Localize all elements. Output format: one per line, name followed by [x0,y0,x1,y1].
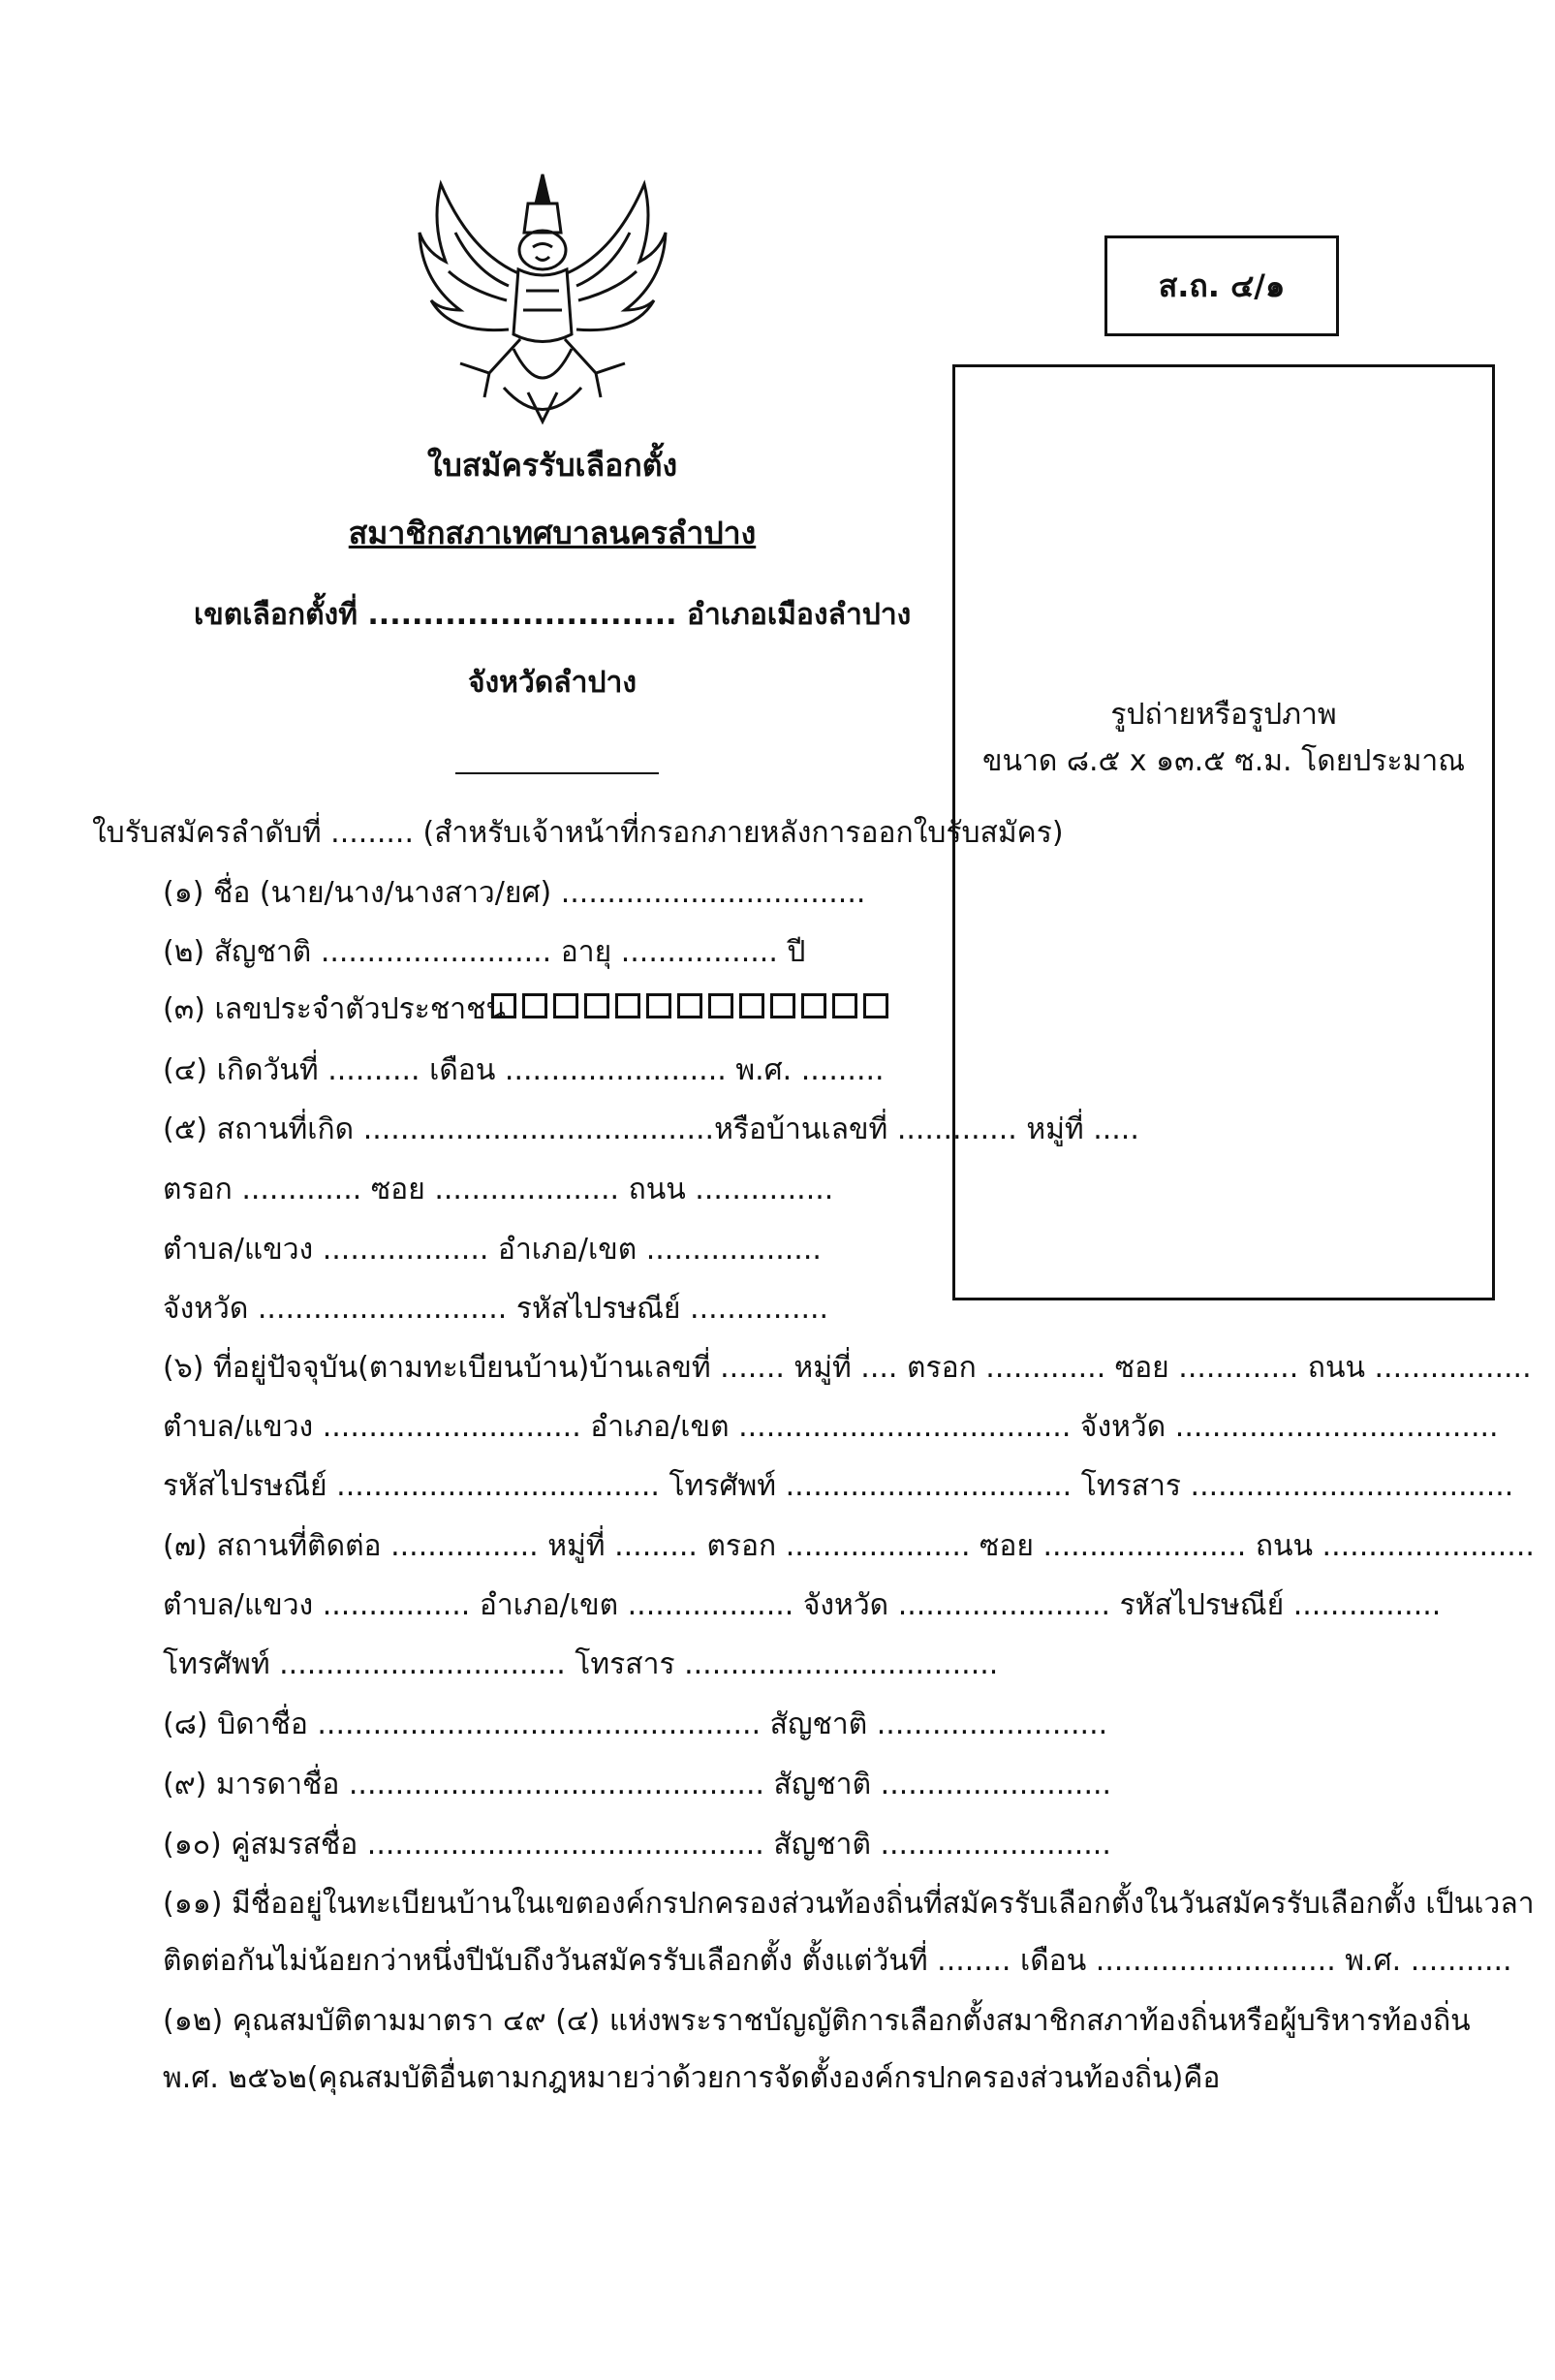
photo-size-note: ขนาด ๘.๕ x ๑๓.๕ ซ.ม. โดยประมาณ [981,744,1466,778]
field-birthplace-road: ตรอก ............. ซอย .................... ถนน ............... [163,1173,834,1206]
citizen-id-digit-box [770,993,795,1018]
field-name: (๑) ชื่อ (นาย/นาง/นางสาว/ยศ) ................................. [163,876,866,910]
province-line: จังหวัดลำปาง [467,666,638,700]
field-birth-date: (๔) เกิดวันที่ .......... เดือน ........................ พ.ศ. ......... [163,1053,885,1087]
field-citizen-id-label: (๓) เลขประจำตัวประชาชน [163,992,506,1026]
field-residence-since: ติดต่อกันไม่น้อยกว่าหนึ่งปีนับถึงวันสมัครรับเลือกตั้ง ตั้งแต่วันที่ ........ เดือน .......................... พ.ศ. ........... [163,1944,1512,1978]
garuda-emblem [412,165,673,431]
field-spouse: (๑๐) คู่สมรสชื่อ ........................................... สัญชาติ ......................... [163,1828,1111,1862]
citizen-id-digit-box [677,993,702,1018]
citizen-id-digit-box [801,993,826,1018]
field-contact-phone: โทรศัพท์ ............................... โทรสาร .................................. [163,1647,999,1681]
field-contact-address-area: ตำบล/แขวง ................ อำเภอ/เขต .................. จังหวัด ....................... รหัสไปรษณีย์ ................ [163,1588,1442,1622]
receipt-number-line: ใบรับสมัครลำดับที่ ......... (สำหรับเจ้าหน้าที่กรอกภายหลังการออกใบรับสมัคร) [92,816,1064,850]
field-current-address-contact: รหัสไปรษณีย์ ................................... โทรศัพท์ ............................... โทรสาร ................................... [163,1469,1514,1503]
citizen-id-digit-box [615,993,640,1018]
photo-label: รูปถ่ายหรือรูปภาพ [1110,698,1337,732]
header-divider [455,772,659,774]
district-line: เขตเลือกตั้งที่ ............................ อำเภอเมืองลำปาง [194,598,912,632]
field-nationality-age: (๒) สัญชาติ ......................... อายุ ................. ปี [163,935,806,969]
field-qualification: (๑๒) คุณสมบัติตามมาตรา ๔๙ (๔) แห่งพระราชบัญญัติการเลือกตั้งสมาชิกสภาท้องถิ่นหรือผู้บริหารท้องถิ่น [163,2004,1471,2038]
field-contact-address: (๗) สถานที่ติดต่อ ................ หมู่ที่ ......... ตรอก .................... ซอย ...................... ถนน ....................... [163,1529,1535,1563]
field-current-address: (๖) ที่อยู่ปัจจุบัน(ตามทะเบียนบ้าน)บ้านเลขที่ ....... หมู่ที่ .... ตรอก ............. ซอย ............. ถนน ................. [163,1351,1532,1385]
citizen-id-digit-box [832,993,857,1018]
citizen-id-digit-box [584,993,609,1018]
field-current-address-area: ตำบล/แขวง ............................ อำเภอ/เขต .................................... จังหวัด ................................... [163,1410,1499,1444]
citizen-id-digit-box [491,993,516,1018]
citizen-id-digit-box [522,993,547,1018]
form-title: ใบสมัครรับเลือกตั้ง [426,447,678,484]
citizen-id-digit-box [863,993,888,1018]
form-code-text: ส.ถ. ๔/๑ [1158,266,1286,304]
field-qualification-detail: พ.ศ. ๒๕๖๒(คุณสมบัติอื่นตามกฎหมายว่าด้วยการจัดตั้งองค์กรปกครองส่วนท้องถิ่น)คือ [163,2061,1221,2095]
field-birthplace: (๕) สถานที่เกิด ......................................หรือบ้านเลขที่ ............. หมู่ที่ ..... [163,1112,1139,1146]
citizen-id-digit-box [646,993,671,1018]
field-birthplace-subdistrict: ตำบล/แขวง .................. อำเภอ/เขต ................... [163,1233,822,1267]
citizen-id-boxes [491,993,894,1018]
citizen-id-digit-box [739,993,764,1018]
photo-caption [955,692,1492,785]
citizen-id-digit-box [708,993,733,1018]
field-mother: (๙) มารดาชื่อ ............................................. สัญชาติ ......................... [163,1768,1112,1801]
field-birthplace-province: จังหวัด ........................... รหัสไปรษณีย์ ............... [163,1292,829,1326]
field-residence-requirement: (๑๑) มีชื่ออยู่ในทะเบียนบ้านในเขตองค์กรปกครองส่วนท้องถิ่นที่สมัครรับเลือกตั้งในวันสมัครรับเลือกตั้ง เป็นเวลา [163,1887,1535,1921]
field-father: (๘) บิดาชื่อ ................................................ สัญชาติ ......................... [163,1707,1108,1741]
form-subtitle: สมาชิกสภาเทศบาลนครลำปาง [348,515,757,551]
form-code-box [1104,235,1339,336]
citizen-id-digit-box [553,993,578,1018]
